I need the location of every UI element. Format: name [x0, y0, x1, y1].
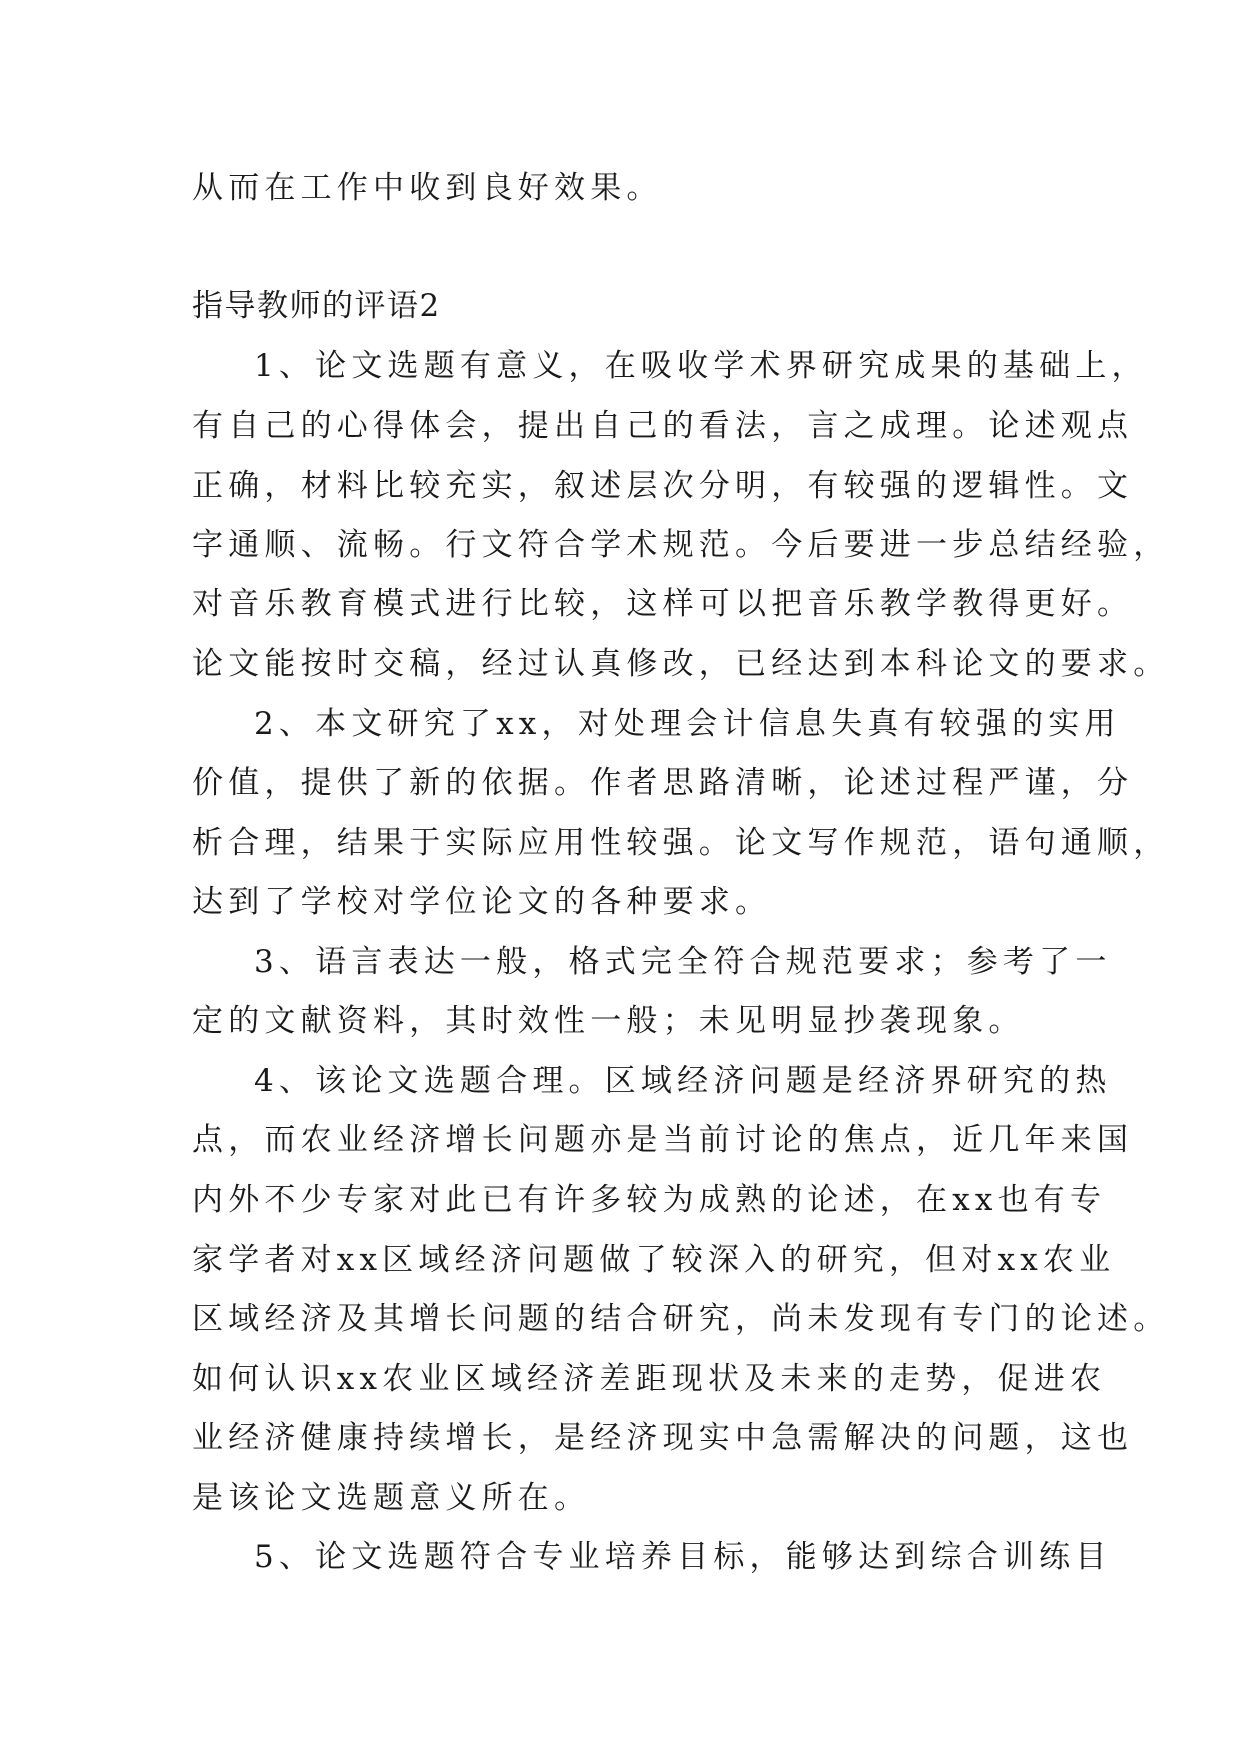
text-line: 定的文献资料，其时效性一般；未见明显抄袭现象。	[192, 1003, 1025, 1039]
text-line: 2、本文研究了xx，对处理会计信息失真有较强的实用	[254, 706, 1121, 742]
text-line: 5、论文选题符合专业培养目标，能够达到综合训练目	[254, 1539, 1112, 1575]
text-line: 价值，提供了新的依据。作者思路清晰，论述过程严谨，分	[192, 765, 1134, 801]
text-line: 是该论文选题意义所在。	[192, 1480, 591, 1516]
text-line: 内外不少专家对此已有许多较为成熟的论述，在xx也有专	[192, 1182, 1107, 1218]
section-heading: 指导教师的评语2	[192, 288, 441, 324]
text-line: 1、论文选题有意义，在吸收学术界研究成果的基础上，	[254, 348, 1148, 384]
text-line: 析合理，结果于实际应用性较强。论文写作规范，语句通顺，	[192, 825, 1170, 861]
text-line: 有自己的心得体会，提出自己的看法，言之成理。论述观点	[192, 408, 1134, 444]
text-line: 正确，材料比较充实，叙述层次分明，有较强的逻辑性。文	[192, 468, 1134, 504]
text-line: 论文能按时交稿，经过认真修改，已经达到本科论文的要求。	[192, 646, 1170, 682]
text-line: 3、语言表达一般，格式完全符合规范要求；参考了一	[254, 944, 1112, 980]
text-line: 如何认识xx农业区域经济差距现状及未来的走势，促进农	[192, 1361, 1107, 1397]
text-line: 从而在工作中收到良好效果。	[192, 170, 663, 206]
text-line: 业经济健康持续增长，是经济现实中急需解决的问题，这也	[192, 1420, 1134, 1456]
text-line: 点，而农业经济增长问题亦是当前讨论的焦点，近几年来国	[192, 1122, 1134, 1158]
text-line: 字通顺、流畅。行文符合学术规范。今后要进一步总结经验，	[192, 527, 1170, 563]
text-line: 4、该论文选题合理。区域经济问题是经济界研究的热	[254, 1063, 1112, 1099]
text-line: 达到了学校对学位论文的各种要求。	[192, 884, 772, 920]
text-line: 家学者对xx区域经济问题做了较深入的研究，但对xx农业	[192, 1242, 1116, 1278]
text-line: 对音乐教育模式进行比较，这样可以把音乐教学教得更好。	[192, 586, 1134, 622]
text-line: 区域经济及其增长问题的结合研究，尚未发现有专门的论述。	[192, 1301, 1170, 1337]
